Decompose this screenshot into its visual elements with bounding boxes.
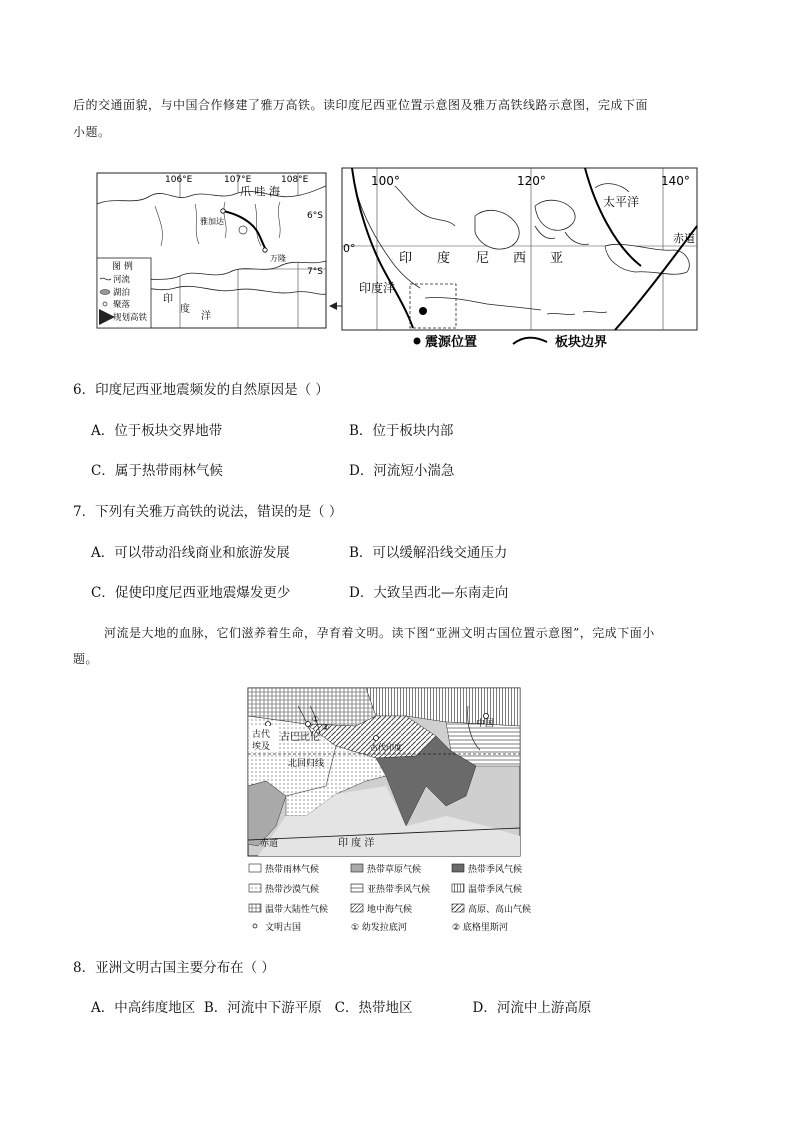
indonesia-map-figure bbox=[95, 166, 701, 356]
legend-subtropical-monsoon: 亚热带季风气候 bbox=[367, 885, 431, 895]
legend-highland: 高原、高山气候 bbox=[468, 905, 532, 915]
question-7-option-d[interactable]: D．大致呈西北—东南走向 bbox=[349, 585, 509, 601]
settlement-legend-icon bbox=[103, 302, 107, 306]
jakarta-label: 雅加达 bbox=[200, 217, 224, 226]
question-7-stem: 7．下列有关雅万高铁的说法，错误的是（ ） bbox=[73, 504, 343, 520]
legend-river: 河流 bbox=[113, 275, 131, 285]
lat-label-0: 0° bbox=[343, 242, 356, 255]
indian-ocean-char-3: 洋 bbox=[201, 311, 211, 322]
question-8-stem: 8．亚洲文明古国主要分布在（ ） bbox=[73, 960, 275, 976]
country-char-3: 尼 bbox=[476, 251, 490, 266]
question-6-option-c[interactable]: C．属于热带雨林气候 bbox=[91, 463, 223, 479]
asia-climate-map bbox=[248, 688, 520, 856]
equator-label-2: 赤道 bbox=[260, 839, 279, 849]
bandung-label: 万隆 bbox=[270, 254, 286, 263]
plate-boundary-legend-icon bbox=[513, 338, 547, 344]
intro-paragraph-line1: 后的交通面貌，与中国合作修建了雅万高铁。读印度尼西亚位置示意图及雅万高铁线路示意图，完成下面 bbox=[73, 98, 649, 112]
legend-temperate-continental: 温带大陆性气候 bbox=[265, 905, 329, 915]
legend-temperate-monsoon: 温带季风气候 bbox=[468, 885, 523, 895]
question-7-option-c[interactable]: C．促使印度尼西亚地震爆发更少 bbox=[91, 585, 291, 601]
epicenter-legend-label: 震源位置 bbox=[425, 335, 478, 350]
question-7-option-b[interactable]: B．可以缓解沿线交通压力 bbox=[349, 545, 508, 561]
legend-settlement: 聚落 bbox=[113, 300, 131, 310]
legend-civilization: 文明古国 bbox=[265, 923, 302, 933]
jakarta-bandung-inset-map bbox=[97, 173, 326, 328]
lon-label-107: 107°E bbox=[224, 175, 252, 185]
question-8-options[interactable]: A．中高纬度地区 B．河流中下游平原 C．热带地区 D．河流中上游高原 bbox=[91, 1000, 592, 1016]
question-6-option-a[interactable]: A．位于板块交界地带 bbox=[91, 423, 223, 439]
legend-mediterranean: 地中海气候 bbox=[367, 905, 413, 915]
legend-tropical-rainforest: 热带雨林气候 bbox=[265, 865, 320, 875]
egypt-label-line1: 古代 bbox=[252, 730, 271, 740]
country-char-5: 亚 bbox=[550, 251, 564, 266]
babylon-label: 古巴比伦 bbox=[280, 732, 320, 743]
left-map-legend bbox=[97, 258, 151, 328]
lat-label-6s: 6°S bbox=[307, 211, 323, 221]
tropic-of-cancer-label: 北回归线 bbox=[288, 759, 325, 769]
indian-ocean-label-2: 印 度 洋 bbox=[338, 838, 375, 849]
lon-label-120: 120° bbox=[517, 174, 546, 188]
epicenter-legend-icon bbox=[414, 338, 421, 345]
intro-paragraph-line2: 小题。 bbox=[73, 125, 111, 139]
java-sea-label: 爪 哇 海 bbox=[240, 185, 280, 198]
indian-ocean-char-2: 度 bbox=[180, 304, 190, 315]
question-6-option-d[interactable]: D．河流短小湍急 bbox=[349, 463, 455, 479]
country-char-2: 度 bbox=[437, 251, 451, 266]
question-6-stem: 6．印度尼西亚地震频发的自然原因是（ ） bbox=[73, 382, 329, 398]
lake-legend-icon bbox=[100, 290, 110, 295]
legend-tropical-desert: 热带沙漠气候 bbox=[265, 885, 320, 895]
intro2-paragraph-line2: 题。 bbox=[73, 652, 99, 666]
equator-label: 赤道 bbox=[673, 232, 695, 245]
indian-ocean-char-1: 印 bbox=[163, 294, 173, 305]
legend-euphrates: ① 幼发拉底河 bbox=[351, 923, 407, 933]
legend-tropical-savanna: 热带草原气候 bbox=[367, 865, 422, 875]
euphrates-number: ① bbox=[312, 715, 320, 724]
country-char-4: 西 bbox=[513, 251, 527, 266]
china-label: 中国 bbox=[476, 719, 495, 729]
legend-lake: 湖泊 bbox=[113, 288, 131, 298]
lon-label-100: 100° bbox=[371, 174, 400, 188]
india-label: 古代印度 bbox=[370, 743, 402, 752]
indonesia-location-map bbox=[342, 168, 697, 330]
question-6-option-b[interactable]: B．位于板块内部 bbox=[349, 423, 454, 439]
climate-legend bbox=[249, 863, 531, 933]
lon-label-106: 106°E bbox=[165, 175, 193, 185]
lon-label-140: 140° bbox=[661, 174, 690, 188]
legend-tigris: ② 底格里斯河 bbox=[452, 923, 508, 933]
indian-ocean-label: 印度洋 bbox=[359, 281, 396, 295]
asian-civilizations-map-figure bbox=[246, 686, 552, 938]
egypt-label-line2: 埃及 bbox=[252, 742, 271, 752]
civilization-legend-icon bbox=[253, 924, 257, 928]
intro2-paragraph-line1: 河流是大地的血脉，它们滋养着生命，孕育着文明。读下图“亚洲文明古国位置示意图”，完成下面小 bbox=[104, 626, 655, 640]
legend-title: 图 例 bbox=[112, 262, 133, 272]
pacific-ocean-label: 太平洋 bbox=[603, 195, 640, 209]
question-7-option-a[interactable]: A．可以带动沿线商业和旅游发展 bbox=[91, 545, 290, 561]
country-char-1: 印 bbox=[399, 251, 413, 266]
legend-railway: 规划高铁 bbox=[113, 313, 148, 323]
legend-tropical-monsoon: 热带季风气候 bbox=[468, 865, 523, 875]
epicenter-marker bbox=[419, 307, 427, 315]
tigris-number: ② bbox=[322, 723, 330, 732]
lon-label-108: 108°E bbox=[281, 175, 309, 185]
lat-label-7s: 7°S bbox=[307, 267, 323, 277]
plate-boundary-legend-label: 板块边界 bbox=[555, 335, 608, 350]
